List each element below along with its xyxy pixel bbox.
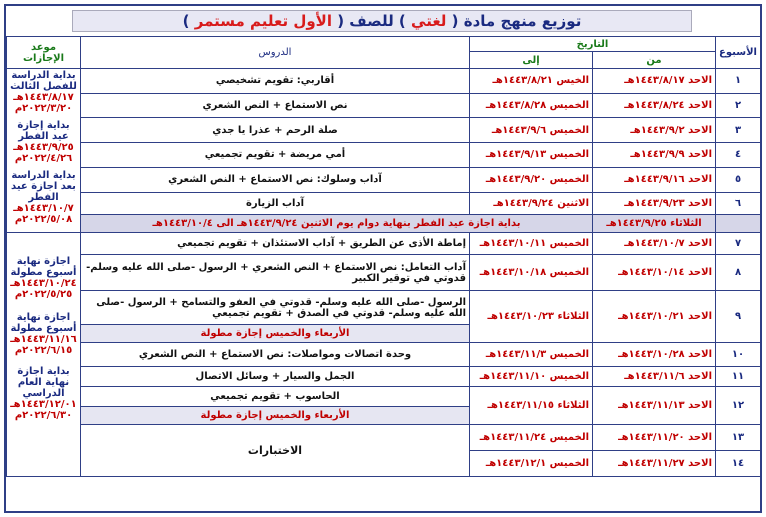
week-number: ١٣	[716, 425, 761, 451]
table-row	[7, 343, 761, 367]
table-row	[7, 69, 761, 94]
to-date: الخميس ١٤٤٣/١١/٣هـ	[470, 343, 593, 367]
vacation-item	[10, 70, 77, 114]
vacation-label: بداية الدراسة بعد اجازة عيد الفطر	[11, 170, 76, 203]
vacation-hijri-date: ١٤٤٣/١١/١٦هـ	[10, 334, 77, 345]
vacation-hijri-date: ١٤٤٣/٨/١٧هـ	[13, 92, 74, 103]
week-number: ٣	[716, 118, 761, 143]
to-date: الاثنين ١٤٤٣/٩/٢٤هـ	[470, 192, 593, 214]
vacation-gregorian-date: ٢٠٢٢/٦/٣٠م	[14, 410, 73, 421]
to-date: الخميس ١٤٤٣/٩/٢٠هـ	[470, 167, 593, 192]
week-number: ١٠	[716, 343, 761, 367]
vacation-item	[10, 366, 77, 421]
vacation-gregorian-date: ٢٠٢٢/٤/٢٦م	[14, 153, 73, 164]
vacation-gregorian-date: ٢٠٢٢/٦/١٥م	[14, 345, 73, 356]
vacation-gregorian-date: ٢٠٢٢/٥/٢٥م	[14, 289, 73, 300]
to-date: الخميس ١٤٤٣/١١/٢٤هـ	[470, 425, 593, 451]
lesson-text: أقاربي: تقويم تشخيصي	[81, 69, 470, 94]
vacations-group-1	[7, 69, 81, 233]
vacation-hijri-date: ١٤٤٣/١٠/٢٤هـ	[10, 278, 77, 289]
from-date: الاحد ١٤٤٣/٨/١٧هـ	[593, 69, 716, 94]
table-row	[7, 118, 761, 143]
vacation-gregorian-date: ٢٠٢٢/٥/٠٨م	[14, 214, 73, 225]
page-title	[72, 10, 692, 32]
header-vacations: موعد الإجازات	[7, 37, 81, 69]
table-row	[7, 367, 761, 387]
from-date: الاحد ١٤٤٣/٩/٢هـ	[593, 118, 716, 143]
to-date: الخميس ١٤٤٣/٩/٦هـ	[470, 118, 593, 143]
title-part-3: )	[182, 12, 190, 30]
week-number: ٨	[716, 255, 761, 291]
title-subject: لغتي	[411, 12, 447, 30]
table-row	[7, 167, 761, 192]
table-row	[7, 291, 761, 325]
from-date: الاحد ١٤٤٣/١١/٢٧هـ	[593, 451, 716, 477]
table-row	[7, 192, 761, 214]
lesson-text: صلة الرحم + عذرا يا جدي	[81, 118, 470, 143]
lesson-text: الحاسوب + تقويم تجميعي	[81, 387, 470, 407]
lesson-text: آداب التعامل: نص الاستماع + النص الشعري + الرسول -صلى الله عليه وسلم- قدوتي في توقير الكبير	[81, 255, 470, 291]
from-date: الاحد ١٤٤٣/١٠/٧هـ	[593, 233, 716, 255]
from-date: الاحد ١٤٤٣/٩/٢٣هـ	[593, 192, 716, 214]
week-number: ١	[716, 69, 761, 94]
lesson-text: أمي مريضة + تقويم تجميعي	[81, 143, 470, 168]
vacation-gregorian-date: ٢٠٢٢/٣/٢٠م	[14, 103, 73, 114]
to-date: الثلاثاء ١٤٤٣/١١/١٥هـ	[470, 387, 593, 425]
table-row	[7, 255, 761, 291]
vacation-item	[10, 256, 77, 300]
week-number: ٥	[716, 167, 761, 192]
title-grade: الأول تعليم مستمر	[194, 12, 332, 30]
from-date: الاحد ١٤٤٣/١١/١٣هـ	[593, 387, 716, 425]
vacation-label: اجازة نهاية أسبوع مطولة	[10, 256, 77, 278]
lesson-text: نص الاستماع + النص الشعري	[81, 93, 470, 118]
from-date: الاحد ١٤٤٣/١١/٢٠هـ	[593, 425, 716, 451]
week-number: ١٢	[716, 387, 761, 425]
table-row	[7, 143, 761, 168]
lesson-text: آداب الزيارة	[81, 192, 470, 214]
header-date: التاريخ	[470, 37, 716, 52]
to-date: الخميس ١٤٤٣/١٢/١هـ	[470, 451, 593, 477]
week-number: ٩	[716, 291, 761, 343]
vacation-item	[10, 312, 77, 356]
title-part-2: ) للصف (	[337, 12, 406, 30]
lesson-text: آداب وسلوك: نص الاستماع + النص الشعري	[81, 167, 470, 192]
vacation-hijri-date: ١٤٤٣/٩/٢٥هـ	[13, 142, 74, 153]
table-row	[7, 425, 761, 451]
vacations-group-2	[7, 233, 81, 477]
to-date: الخيس ١٤٤٣/٨/٢١هـ	[470, 69, 593, 94]
long-weekend-note: الأربعاء والخميس إجازة مطولة	[81, 325, 470, 343]
holiday-week	[716, 214, 761, 232]
table-row	[7, 387, 761, 407]
from-date: الاحد ١٤٤٣/١٠/١٤هـ	[593, 255, 716, 291]
lesson-text: وحدة اتصالات ومواصلات: نص الاستماع + النص الشعري	[81, 343, 470, 367]
lesson-text: الرسول -صلى الله عليه وسلم- قدوتي في العفو والتسامح + الرسول -صلى الله عليه وسلم- قدوتي في الصدق + تقويم تجميعي	[81, 291, 470, 325]
schedule-table	[6, 36, 761, 477]
week-number: ٧	[716, 233, 761, 255]
header-to: إلى	[470, 52, 593, 69]
from-date: الاحد ١٤٤٣/٩/١٦هـ	[593, 167, 716, 192]
from-date: الاحد ١٤٤٣/٨/٢٤هـ	[593, 93, 716, 118]
vacation-item	[10, 170, 77, 225]
holiday-text: بداية اجازة عيد الفطر بنهاية دوام يوم الاثنين ١٤٤٣/٩/٢٤هـ الى ١٤٤٣/١٠/٤هـ	[81, 214, 593, 232]
header-from: من	[593, 52, 716, 69]
vacation-label: بداية الدراسة للفصل الثالث	[10, 70, 77, 92]
vacation-label: بداية إجازة عيد الفطر	[17, 120, 70, 142]
holiday-day: الثلاثاء ١٤٤٣/٩/٢٥هـ	[593, 214, 716, 232]
table-row	[7, 93, 761, 118]
vacation-item	[10, 120, 77, 164]
from-date: الاحد ١٤٤٣/١١/٦هـ	[593, 367, 716, 387]
week-number: ٦	[716, 192, 761, 214]
long-weekend-note: الأربعاء والخميس إجازة مطولة	[81, 407, 470, 425]
vacation-label: اجازة نهاية أسبوع مطولة	[10, 312, 77, 334]
header-week: الأسبوع	[716, 37, 761, 69]
to-date: الخميس ١٤٤٣/٨/٢٨هـ	[470, 93, 593, 118]
week-number: ١٤	[716, 451, 761, 477]
lesson-text: إماطة الأذى عن الطريق + آداب الاستئذان + تقويم تجميعي	[81, 233, 470, 255]
to-date: الخميس ١٤٤٣/١٠/١١هـ	[470, 233, 593, 255]
to-date: الثلاثاء ١٤٤٣/١٠/٢٣هـ	[470, 291, 593, 343]
from-date: الاحد ١٤٤٣/٩/٩هـ	[593, 143, 716, 168]
lesson-text: الاختبارات	[81, 425, 470, 477]
to-date: الخميس ١٤٤٣/١٠/١٨هـ	[470, 255, 593, 291]
from-date: الاحد ١٤٤٣/١٠/٢٨هـ	[593, 343, 716, 367]
header-lessons: الدروس	[81, 37, 470, 69]
table-row	[7, 233, 761, 255]
from-date: الاحد ١٤٤٣/١٠/٢١هـ	[593, 291, 716, 343]
week-number: ٤	[716, 143, 761, 168]
vacation-label: بداية اجازة نهاية العام الدراسي	[17, 366, 70, 399]
vacation-hijri-date: ١٤٤٣/١٢/٠١هـ	[10, 399, 77, 410]
week-number: ١١	[716, 367, 761, 387]
title-part-1: توزيع منهج مادة (	[451, 12, 582, 30]
vacation-hijri-date: ١٤٤٣/١٠/٧هـ	[13, 203, 74, 214]
lesson-text: الجمل والسيار + وسائل الاتصال	[81, 367, 470, 387]
holiday-row	[7, 214, 761, 232]
week-number: ٢	[716, 93, 761, 118]
to-date: الخميس ١٤٤٣/٩/١٣هـ	[470, 143, 593, 168]
to-date: الخميس ١٤٤٣/١١/١٠هـ	[470, 367, 593, 387]
